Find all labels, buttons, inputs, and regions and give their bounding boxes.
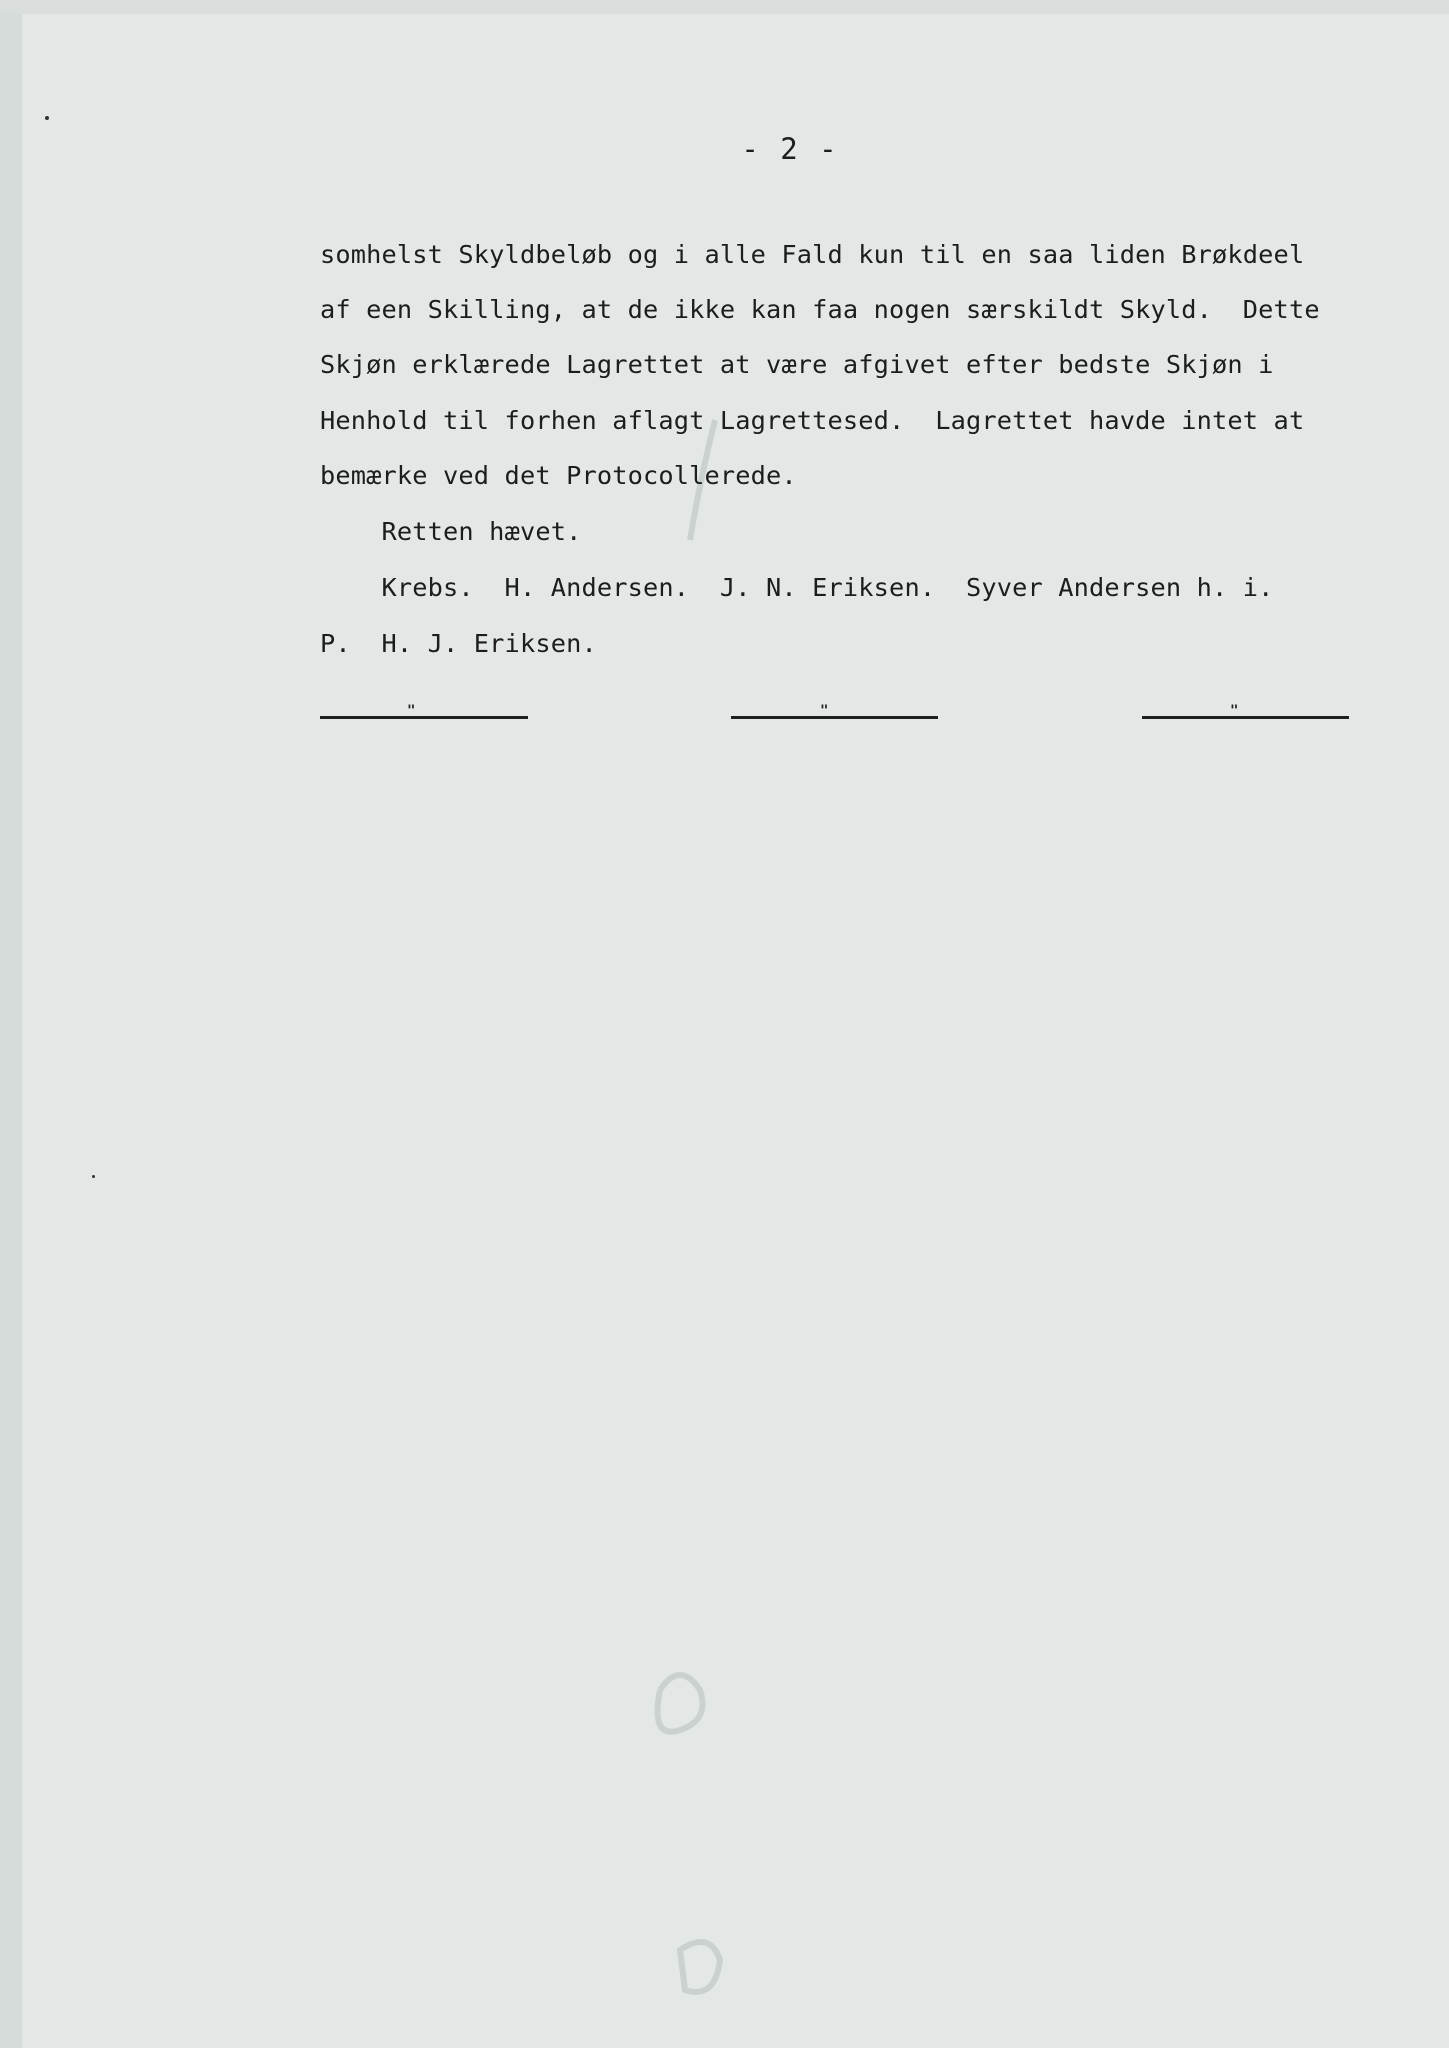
text-line-8: P. H. J. Eriksen. bbox=[320, 629, 597, 658]
text-line-6: Retten hævet. bbox=[320, 517, 582, 546]
scan-speck bbox=[92, 1175, 95, 1178]
separator-dash bbox=[1142, 716, 1349, 719]
separator-dash bbox=[731, 716, 938, 719]
text-line-1: somhelst Skyldbeløb og i alle Fald kun til en saa liden Brøkdeel bbox=[320, 240, 1305, 269]
separator-mark: " bbox=[1230, 703, 1239, 719]
separator-mark: " bbox=[820, 703, 829, 719]
page-number: - 2 - bbox=[741, 132, 839, 166]
text-line-5: bemærke ved det Protocollerede. bbox=[320, 461, 797, 490]
text-line-4: Henhold til forhen aflagt Lagrettesed. Lagrettet havde intet at bbox=[320, 406, 1305, 435]
text-line-7: Krebs. H. Andersen. J. N. Eriksen. Syver Andersen h. i. bbox=[320, 573, 1274, 602]
scan-speck bbox=[45, 116, 49, 120]
text-line-3: Skjøn erklærede Lagrettet at være afgivet efter bedste Skjøn i bbox=[320, 350, 1274, 379]
separator-dash bbox=[320, 716, 528, 719]
scan-edge-left bbox=[0, 0, 22, 2048]
scan-edge-top bbox=[0, 0, 1449, 14]
separator-mark: " bbox=[407, 703, 416, 719]
text-line-2: af een Skilling, at de ikke kan faa nogen særskildt Skyld. Dette bbox=[320, 295, 1320, 324]
